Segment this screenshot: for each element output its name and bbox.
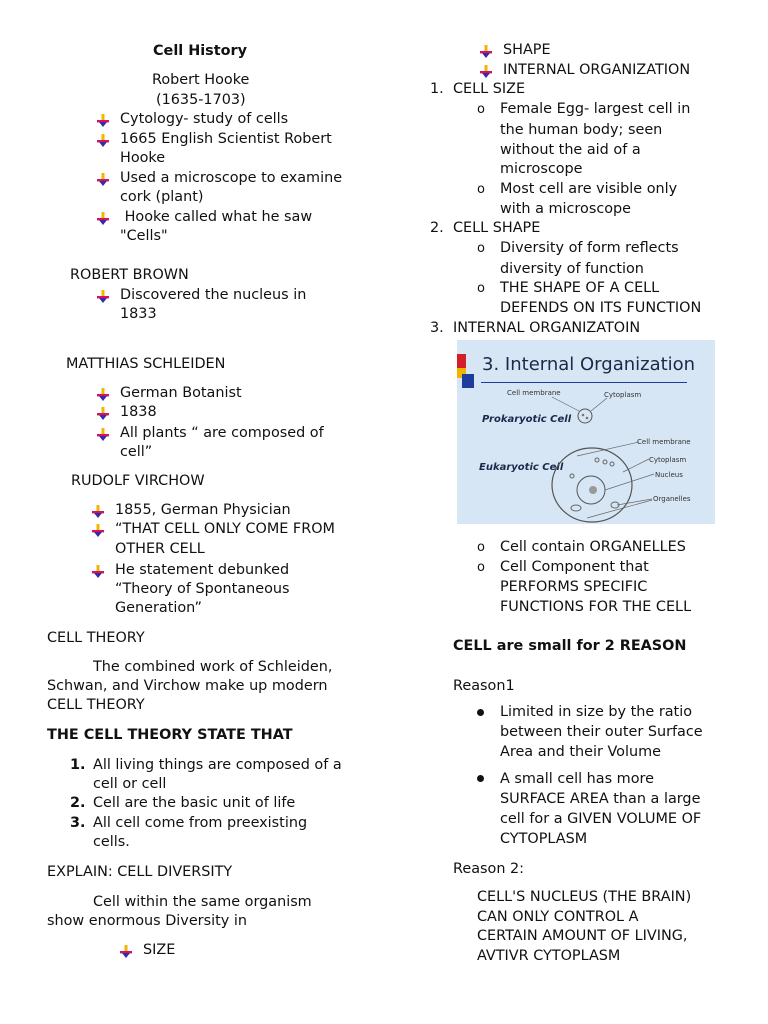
- reason1-item: between their outer Surface: [500, 724, 703, 740]
- list-number: 3.: [430, 320, 444, 336]
- size-item: Most cell are visible only: [500, 181, 678, 197]
- reason1-heading: Reason1: [453, 678, 515, 694]
- arrow-bullet-icon: [480, 65, 492, 79]
- shape-item: Diversity of form reflects: [500, 240, 679, 256]
- size-item: without the aid of a: [500, 142, 641, 158]
- arrow-bullet-icon: [97, 428, 109, 442]
- arrow-bullet-icon: [97, 134, 109, 148]
- diversity-item: INTERNAL ORGANIZATION: [503, 62, 691, 78]
- hooke-dates: (1635-1703): [156, 92, 246, 108]
- diversity-item: SHAPE: [503, 42, 551, 58]
- circle-bullet-icon: o: [477, 560, 485, 575]
- figure-title: 3. Internal Organization: [482, 354, 696, 375]
- shape-heading: CELL SHAPE: [453, 220, 541, 236]
- dot-bullet-icon: [477, 775, 484, 782]
- shape-item: THE SHAPE OF A CELL: [500, 280, 660, 296]
- figure-label-prokaryotic: Prokaryotic Cell: [482, 414, 572, 425]
- org-item: Cell Component that: [500, 559, 649, 575]
- size-heading: CELL SIZE: [453, 81, 526, 97]
- arrow-bullet-icon: [120, 945, 132, 959]
- theory-state-heading: THE CELL THEORY STATE THAT: [47, 727, 293, 743]
- reason2-line: AVTIVR CYTOPLASM: [477, 948, 621, 964]
- cell-organization-figure: [457, 340, 715, 524]
- schleiden-heading: MATTHIAS SCHLEIDEN: [66, 356, 226, 372]
- reason2-line: CERTAIN AMOUNT OF LIVING,: [477, 928, 688, 944]
- schleiden-item: All plants “ are composed of: [120, 425, 324, 441]
- reason1-item: SURFACE AREA than a large: [500, 791, 701, 807]
- arrow-bullet-icon: [92, 524, 104, 538]
- cell-theory-para: CELL THEORY: [47, 697, 145, 713]
- size-item: Female Egg- largest cell in: [500, 101, 691, 117]
- arrow-bullet-icon: [92, 565, 104, 579]
- arrow-bullet-icon: [97, 114, 109, 128]
- figure-label-e-cell-membrane: Cell membrane: [637, 438, 691, 446]
- figure-label-eukaryotic: Eukaryotic Cell: [479, 462, 564, 473]
- figure-label-cell-membrane: Cell membrane: [507, 389, 561, 397]
- hooke-item: Used a microscope to examine: [120, 170, 343, 186]
- list-number: 2.: [430, 220, 444, 236]
- figure-label-nucleus: Nucleus: [655, 471, 683, 479]
- theory-item: All living things are composed of a: [93, 757, 342, 773]
- list-number: 1.: [430, 81, 444, 97]
- size-item: with a microscope: [500, 201, 632, 217]
- cell-theory-para: The combined work of Schleiden,: [93, 659, 333, 675]
- prokaryotic-cell-shape: [578, 409, 592, 423]
- hooke-item: Hooke called what he saw: [120, 209, 313, 225]
- org-item: Cell contain ORGANELLES: [500, 539, 686, 555]
- virchow-item: Generation”: [115, 600, 202, 616]
- circle-bullet-icon: o: [477, 182, 485, 197]
- circle-bullet-icon: o: [477, 540, 485, 555]
- virchow-item: He statement debunked: [115, 562, 290, 578]
- hooke-item: cork (plant): [120, 189, 204, 205]
- org-item: PERFORMS SPECIFIC: [500, 579, 648, 595]
- brown-item: Discovered the nucleus in: [120, 287, 307, 303]
- list-number: 3.: [70, 815, 86, 831]
- page-title: Cell History: [153, 43, 247, 59]
- reason2-line: CELL'S NUCLEUS (THE BRAIN): [477, 889, 692, 905]
- circle-bullet-icon: o: [477, 281, 485, 296]
- shape-item: diversity of function: [500, 261, 644, 277]
- arrow-bullet-icon: [97, 212, 109, 226]
- arrow-bullet-icon: [92, 505, 104, 519]
- arrow-bullet-icon: [97, 388, 109, 402]
- arrow-bullet-icon: [97, 407, 109, 421]
- circle-bullet-icon: o: [477, 241, 485, 256]
- diversity-item: SIZE: [143, 942, 176, 958]
- cell-theory-para: Schwan, and Virchow make up modern: [47, 678, 328, 694]
- figure-label-e-cytoplasm: Cytoplasm: [649, 456, 687, 464]
- list-number: 2.: [70, 795, 86, 811]
- small-heading: CELL are small for 2 REASON: [453, 638, 687, 654]
- size-item: the human body; seen: [500, 122, 663, 138]
- virchow-item: “Theory of Spontaneous: [115, 581, 290, 597]
- figure-label-cytoplasm: Cytoplasm: [604, 391, 642, 399]
- diversity-para: show enormous Diversity in: [47, 913, 247, 929]
- reason2-line: CAN ONLY CONTROL A: [477, 909, 639, 925]
- arrow-bullet-icon: [480, 45, 492, 59]
- theory-item: cells.: [93, 834, 130, 850]
- brown-item: 1833: [120, 306, 157, 322]
- reason1-item: A small cell has more: [500, 771, 654, 787]
- virchow-item: 1855, German Physician: [115, 502, 291, 518]
- reason1-item: CYTOPLASM: [500, 831, 588, 847]
- list-number: 1.: [70, 757, 86, 773]
- reason1-item: cell for a GIVEN VOLUME OF: [500, 811, 702, 827]
- hooke-item: Cytology- study of cells: [120, 111, 289, 127]
- cell-theory-heading: CELL THEORY: [47, 630, 145, 646]
- hooke-item: Hooke: [120, 150, 166, 166]
- diversity-heading: EXPLAIN: CELL DIVERSITY: [47, 864, 233, 880]
- brown-heading: ROBERT BROWN: [70, 267, 189, 283]
- theory-item: cell or cell: [93, 776, 167, 792]
- figure-diagram: [457, 340, 715, 524]
- arrow-bullet-icon: [97, 290, 109, 304]
- shape-item: DEFENDS ON ITS FUNCTION: [500, 300, 702, 316]
- org-heading: INTERNAL ORGANIZATOIN: [453, 320, 641, 336]
- theory-item: All cell come from preexisting: [93, 815, 308, 831]
- diversity-para: Cell within the same organism: [93, 894, 312, 910]
- schleiden-item: cell”: [120, 444, 153, 460]
- reason1-item: Limited in size by the ratio: [500, 704, 693, 720]
- circle-bullet-icon: o: [477, 102, 485, 117]
- schleiden-item: German Botanist: [120, 385, 242, 401]
- figure-label-organelles: Organelles: [653, 495, 691, 503]
- org-item: FUNCTIONS FOR THE CELL: [500, 599, 692, 615]
- virchow-heading: RUDOLF VIRCHOW: [71, 473, 205, 489]
- arrow-bullet-icon: [97, 173, 109, 187]
- reason1-item: Area and their Volume: [500, 744, 661, 760]
- hooke-item: "Cells": [120, 228, 168, 244]
- hooke-item: 1665 English Scientist Robert: [120, 131, 332, 147]
- hooke-name: Robert Hooke: [152, 72, 250, 88]
- virchow-item: “THAT CELL ONLY COME FROM: [115, 521, 335, 537]
- reason2-heading: Reason 2:: [453, 861, 525, 877]
- virchow-item: OTHER CELL: [115, 541, 205, 557]
- dot-bullet-icon: [477, 709, 484, 716]
- schleiden-item: 1838: [120, 404, 157, 420]
- size-item: microscope: [500, 161, 583, 177]
- theory-item: Cell are the basic unit of life: [93, 795, 296, 811]
